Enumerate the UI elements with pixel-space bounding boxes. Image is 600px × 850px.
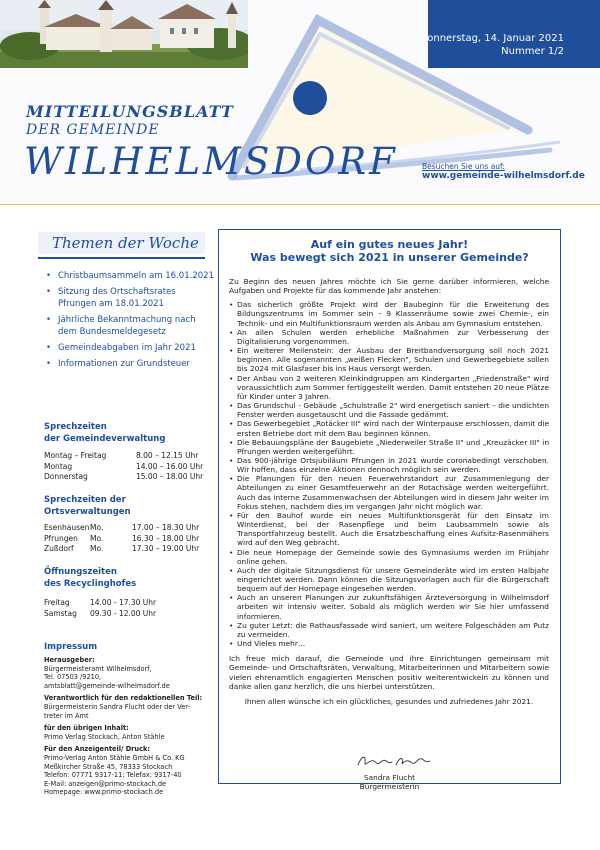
article-bullet: • Die Bebauungspläne der Baugebiete „Niederweiler Straße II" und „Kreuzäcker III" in Pfrungen werden weitergeführt. [229, 438, 549, 456]
hours-row [44, 609, 214, 620]
recycling-heading-line2: des Recyclinghofes [44, 579, 137, 589]
article-bullet: • Das sicherlich größte Projekt wird der Baubeginn für die Erweiterung des Bildungszentrums im Sommer sein – 9 Klassenräume sowie zwei Chemie-, ein Technik- und ein Multifunktionsraum werden als Anbau am Gymnasium entstehen. [229, 300, 549, 327]
themen-heading: Themen der Woche [52, 234, 199, 252]
handwritten-signature [354, 753, 434, 769]
masthead-title: MITTEILUNGSBLATT [26, 102, 234, 121]
hours-day: Montag – Freitag [44, 451, 107, 460]
hours-row [44, 534, 214, 545]
local-offices-heading-line2: Ortsverwaltungen [44, 507, 131, 517]
ads-print-email[interactable]: E-Mail: anzeigen@primo-stockach.de [44, 779, 167, 788]
article-closing: Ich freue mich darauf, die Gemeinde und ihre Einrichtungen gemeinsam mit Gemeinde- und Ortschaftsräten, Verwaltung, Mitarbeiterinnen und Mitarbeitern sowie vielen ehrenamtlich engagierten Menschen positiv weiterentwickeln zu können und danke allen ganz herzlich, die uns hierbei unterstützen. [229, 654, 549, 691]
local-offices-table [44, 523, 214, 555]
other-content-label: für den übrigen Inhalt: [44, 724, 129, 733]
office-time: 17.30 – 19.00 Uhr [132, 544, 200, 553]
article-title-line1: Auf ein gutes neues Jahr! [310, 238, 469, 251]
hours-row [44, 451, 214, 462]
ads-print-label: Für den Anzeigenteil/ Druck: [44, 745, 151, 754]
article-intro: Zu Beginn des neuen Jahres möchte ich Sie gerne darüber informieren, welche Aufgaben und Projekte für das kommende Jahr anstehen: [229, 277, 549, 296]
office-day: Mo. [90, 523, 104, 532]
article-bullet: • Das Gewerbegebiet „Rotäcker III" wird nach der Winterpause erschlossen, damit die ersten Betriebe dort mit dem Bau beginnen können. [229, 419, 549, 437]
local-offices-heading-line1: Sprechzeiten der [44, 495, 126, 505]
signer-name: Sandra Flucht [363, 773, 416, 782]
website-link[interactable]: www.gemeinde-wilhelmsdorf.de [422, 171, 585, 181]
masthead [0, 0, 600, 205]
office-place: Pfrungen [44, 533, 78, 543]
office-hours-table [44, 451, 214, 483]
ads-print-line: Meßkircher Straße 45, 78333 Stockach [44, 762, 173, 771]
office-place: Zußdorf [44, 544, 74, 553]
hours-row [44, 544, 214, 555]
article-title-line2: Was bewegt sich 2021 in unserer Gemeinde? [250, 251, 529, 264]
office-place: Esenhausen [44, 523, 90, 532]
hours-row [44, 472, 214, 483]
office-hours-heading-line2: der Gemeindeverwaltung [44, 434, 166, 444]
hours-day: Montag [44, 461, 73, 471]
article-bullet: • Für den Bauhof wurde ein neues Multifunktionsgerät für den Einsatz im Winterdienst, bei der Rasenpflege und beim Laubsammeln sowie als Transportfahrzeug bestellt. Auch die Ersatzbeschaffung eines Aufsitz-Rasenmähers wird auf den Weg gebracht. [229, 511, 549, 548]
publisher-email[interactable]: amtsblatt@gemeinde-wilhelmsdorf.de [44, 681, 170, 690]
recycling-time: 14.00 - 17.30 Uhr [90, 598, 157, 607]
article-bullet: • An allen Schulen werden erhebliche Maßnahmen zur Verbesserung der Digitalisierung vorgenommen. [229, 328, 549, 346]
recycling-day: Samstag [44, 608, 77, 618]
topic-item[interactable]: • Christbaumsammeln am 16.01.2021 [44, 270, 214, 282]
office-hours-heading-line1: Sprechzeiten [44, 422, 107, 432]
header-divider [0, 204, 600, 205]
editorial-line: Bürgermeisterin Sandra Flucht oder der Ver- [44, 702, 190, 711]
article-bullet: • Das Grundschul - Gebäude „Schulstraße 2" wird energetisch saniert – die undichten Fenster werden ausgetauscht und die Fassade gedämmt. [229, 401, 549, 419]
publisher-label: Herausgeber: [44, 656, 95, 664]
ads-print-line: Primo-Verlag Anton Stähle GmbH & Co. KG [44, 753, 185, 762]
municipality-name: WILHELMSDORF [24, 140, 398, 183]
editorial-label: Verantwortlich für den redaktionellen Teil: [44, 694, 203, 703]
article-bullet: • Die Planungen für den neuen Feuerwehrstandort zur Zusammenlegung der Abteilungen zu einer Gesamtfeuerwehr an der Rotachsäge werden weitergeführt. Auch das interne Zusammenwachsen der Abteilungen wird in diesem Jahr weiter im Fokus stehen, nachdem dies im vergangen Jahr nicht möglich war. [229, 474, 549, 511]
other-content-line: Primo Verlag Stockach, Anton Stähle [44, 732, 165, 741]
article-bullets [229, 300, 549, 648]
office-hours-heading [44, 421, 165, 445]
recycling-day: Freitag [44, 598, 70, 607]
themen-divider [38, 257, 205, 259]
hours-row [44, 523, 214, 534]
publisher-line: Tel. 07503 /9210, [44, 673, 102, 682]
office-day: Mo. [90, 533, 104, 543]
issue-date: Donnerstag, 14. Januar 2021 [419, 33, 564, 44]
visit-label: Besuchen Sie uns auf: [422, 162, 505, 171]
editorial-line: treter im Amt [44, 711, 89, 720]
article-bullet: • Der Anbau von 2 weiteren Kleinkindgruppen am Kindergarten „Friedenstraße" wird voraussichtlich zum Sommer fertiggestellt werden. Damit entstehen 20 neue Plätze für Kinder unter 3 Jahren. [229, 374, 549, 401]
ads-print-homepage[interactable]: Homepage: www.primo-stockach.de [44, 788, 164, 797]
hours-time: 14.00 – 16.00 Uhr [136, 461, 204, 471]
hours-time: 15.00 – 18.00 Uhr [136, 472, 204, 481]
article-title [219, 238, 560, 264]
recycling-heading-line1: Öffnungszeiten [44, 567, 117, 577]
recycling-table [44, 598, 214, 619]
ads-print-line: Telefon: 07771 9317-11; Telefax: 9317-40 [44, 771, 182, 780]
article-bullet: • Das 900-jährige Ortsjubiläum Pfrungen in 2021 wurde coronabedingt verschoben. Wir hoffen, dass einzelne Aktionen dennoch möglich sein werden. [229, 456, 549, 474]
article-bullet: • Und Vieles mehr… [229, 639, 549, 648]
article-body [229, 277, 549, 711]
recycling-time: 09.30 - 12.00 Uhr [90, 608, 157, 618]
article-bullet: • Zu guter Letzt: die Rathausfassade wird saniert, um weitere Folgeschäden am Putz zu vermeiden. [229, 621, 549, 639]
hours-row [44, 462, 214, 473]
hours-time: 8.00 – 12.15 Uhr [136, 451, 199, 460]
office-time: 16.30 – 18.00 Uhr [132, 533, 200, 543]
topic-item[interactable]: • Informationen zur Grundsteuer [44, 358, 214, 370]
masthead-subtitle: DER GEMEINDE [26, 122, 160, 138]
topic-item[interactable]: • Gemeindeabgaben im Jahr 2021 [44, 342, 214, 354]
article-box [218, 229, 561, 791]
impressum [44, 641, 209, 797]
hours-row [44, 598, 214, 609]
signer-role: Bürgermeisterin [359, 782, 420, 791]
topic-item[interactable]: • Jährliche Bekanntmachung nach dem Bundesmeldegesetz [44, 314, 214, 338]
local-offices-heading [44, 494, 131, 518]
office-time: 17.00 – 18.30 Uhr [132, 523, 200, 532]
impressum-heading: Impressum [44, 642, 98, 652]
topics-list [44, 270, 214, 374]
topic-item[interactable]: • Sitzung des Ortschaftsrates Pfrungen am 18.01.2021 [44, 286, 214, 310]
article-bullet: • Auch an unseren Planungen zur zukunftsfähigen Ärzteversorgung in Wilhelmsdorf arbeiten wir intensiv weiter. Sobald als möglich werden wir Sie hier umfassend informieren. [229, 593, 549, 620]
article-wish: Ihnen allen wünsche ich ein glückliches, gesundes und zufriedenes Jahr 2021. [244, 696, 534, 706]
article-bullet: • Die neue Homepage der Gemeinde sowie des Gymnasiums werden im Frühjahr online gehen. [229, 548, 549, 566]
issue-number: Nummer 1/2 [501, 46, 564, 57]
recycling-heading [44, 566, 136, 590]
publisher-line: Bürgermeisteramt Wilhelmsdorf, [44, 664, 152, 673]
article-bullet: • Auch der digitale Sitzungsdienst für unsere Gemeinderäte wird im ersten Halbjahr eingerichtet werden. Dann können die Sitzungsvorlagen auch für die Bürgerschaft bequem auf der Homepage eingesehen werden. [229, 566, 549, 593]
hours-day: Donnerstag [44, 472, 88, 481]
office-day: Mo. [90, 544, 104, 553]
article-bullet: • Ein weiterer Meilenstein: der Ausbau der Breitbandversorgung soll noch 2021 beginnen. Alle sogenannten „weißen Flecken", Schulen und Gewerbegebiete sollen bis 2024 mit Glasfaser bis ins Haus versorgt werden. [229, 346, 549, 373]
